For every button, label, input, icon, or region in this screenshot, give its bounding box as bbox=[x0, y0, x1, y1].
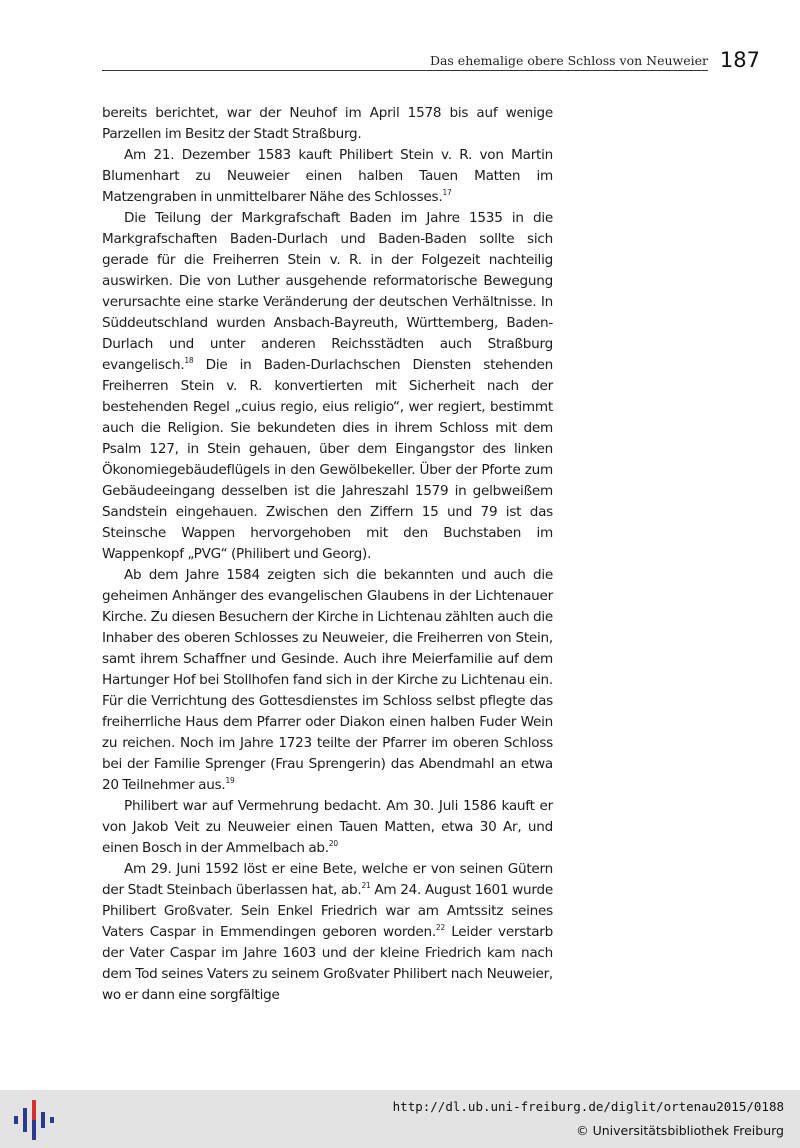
page-number: 187 bbox=[719, 48, 760, 72]
paragraph-text: Philibert war auf Vermehrung bedacht. Am 30. Juli 1586 kauft er von Jakob Veit zu Neuweier einen Tauen Matten, etwa 30 Ar, und einen Bosch in der Ammelbach ab. bbox=[102, 798, 553, 856]
paragraph-text: Am 24. August 1601 wurde Philibert Großvater. Sein Enkel Friedrich war am Amtssitz seines Vaters Caspar in Emmendingen geboren worden. bbox=[102, 882, 553, 940]
footnote-reference[interactable]: 19 bbox=[225, 776, 235, 785]
running-head bbox=[102, 48, 762, 74]
logo-bar-center-low bbox=[32, 1120, 36, 1140]
footnote-reference[interactable]: 20 bbox=[328, 839, 338, 848]
ub-freiburg-logo-icon[interactable] bbox=[14, 1098, 54, 1142]
paragraph bbox=[102, 565, 553, 796]
footnote-reference[interactable]: 22 bbox=[435, 923, 445, 932]
logo-bar-mid-left bbox=[23, 1108, 27, 1132]
paragraph-text: Leider verstarb der Vater Caspar im Jahre 1603 und der kleine Friedrich kam nach dem Tod seines Vaters zu seinem Großvater Philibert nach Neuweier, wo er dann eine sorgfältige bbox=[102, 924, 553, 1003]
footnote-reference[interactable]: 17 bbox=[442, 188, 452, 197]
footer-url-link[interactable]: http://dl.ub.uni-freiburg.de/diglit/ortenau2015/0188 bbox=[392, 1099, 784, 1114]
paragraph-text: Die in Baden-Durlachschen Diensten stehenden Freiherren Stein v. R. konvertierten mit Sicherheit nach der bestehenden Regel „cuius regio, eius religio“, wer regiert, bestimmt auch die Religion. Sie bekundeten dies in ihrem Schloss mit dem Psalm 127, in Stein gehauen, über dem Eingangstor des linken Ökonomiegebäudeflügels in den Gewölbekeller. Über der Pforte zum Gebäudeeingang desselben ist die Jahreszahl 1579 in gelbweißem Sandstein eingehauen. Zwischen den Ziffern 15 und 79 ist das Steinsche Wappen hervorgehoben mit den Buchstaben im Wappenkopf „PVG“ (Philibert und Georg). bbox=[102, 357, 553, 562]
logo-bar-right bbox=[50, 1117, 54, 1123]
footnote-reference[interactable]: 18 bbox=[184, 356, 194, 365]
footer-copyright: © Universitätsbibliothek Freiburg bbox=[576, 1123, 784, 1138]
logo-bar-mid-right bbox=[41, 1112, 45, 1128]
paragraph-text: bereits berichtet, war der Neuhof im April 1578 bis auf wenige Parzellen im Besitz der Stadt Straßburg. bbox=[102, 105, 553, 142]
paragraph-text: Ab dem Jahre 1584 zeigten sich die bekannten und auch die geheimen Anhänger des evangelischen Glaubens in der Lichtenauer Kirche. Zu diesen Besuchern der Kirche in Lichtenau zählten auch die Inhaber des oberen Schlosses zu Neuweier, die Freiherren von Stein, samt ihrem Schaffner und Gesinde. Auch ihre Meierfamilie auf dem Hartunger Hof bei Stollhofen fand sich in der Kirche zu Lichtenau ein. Für die Verrichtung des Gottesdienstes im Schloss selbst pflegte das freiherrliche Haus dem Pfarrer oder Diakon einen halben Fuder Wein zu reichen. Noch im Jahre 1723 teilte der Pfarrer im oberen Schloss bei der Familie Sprenger (Frau Sprengerin) das Abendmahl an etwa 20 Teilnehmer aus. bbox=[102, 567, 553, 793]
paragraph bbox=[102, 859, 553, 1006]
paragraph-text: Am 29. Juni 1592 löst er eine Bete, welche er von seinen Gütern der Stadt Steinbach überlassen hat, ab. bbox=[102, 861, 553, 898]
footnote-reference[interactable]: 21 bbox=[361, 881, 371, 890]
paragraph bbox=[102, 208, 553, 565]
running-title: Das ehemalige obere Schloss von Neuweier bbox=[429, 53, 708, 68]
paragraph-text: Am 21. Dezember 1583 kauft Philibert Stein v. R. von Martin Blumenhart zu Neuweier einen halben Tauen Matten im Matzengraben in unmittelbarer Nähe des Schlosses. bbox=[102, 147, 553, 205]
body-text bbox=[102, 103, 553, 1006]
paragraph-text: Die Teilung der Markgrafschaft Baden im Jahre 1535 in die Markgrafschaften Baden-Durlach und Baden-Baden sollte sich gerade für die Freiherren Stein v. R. in der Folgezeit nachteilig auswirken. Die von Luther ausgehende reformatorische Bewegung verursachte eine starke Veränderung der deutschen Verhältnisse. In Süddeutschland wurden Ansbach-Bayreuth, Württemberg, Baden-Durlach und unter anderen Reichsstädten auch Straßburg evangelisch. bbox=[102, 210, 553, 373]
footer-bar bbox=[0, 1090, 800, 1148]
paragraph bbox=[102, 796, 553, 859]
header-rule bbox=[102, 70, 708, 71]
paragraph bbox=[102, 103, 553, 145]
logo-bar-left bbox=[14, 1116, 18, 1124]
paragraph bbox=[102, 145, 553, 208]
logo-bar-center bbox=[32, 1100, 36, 1120]
